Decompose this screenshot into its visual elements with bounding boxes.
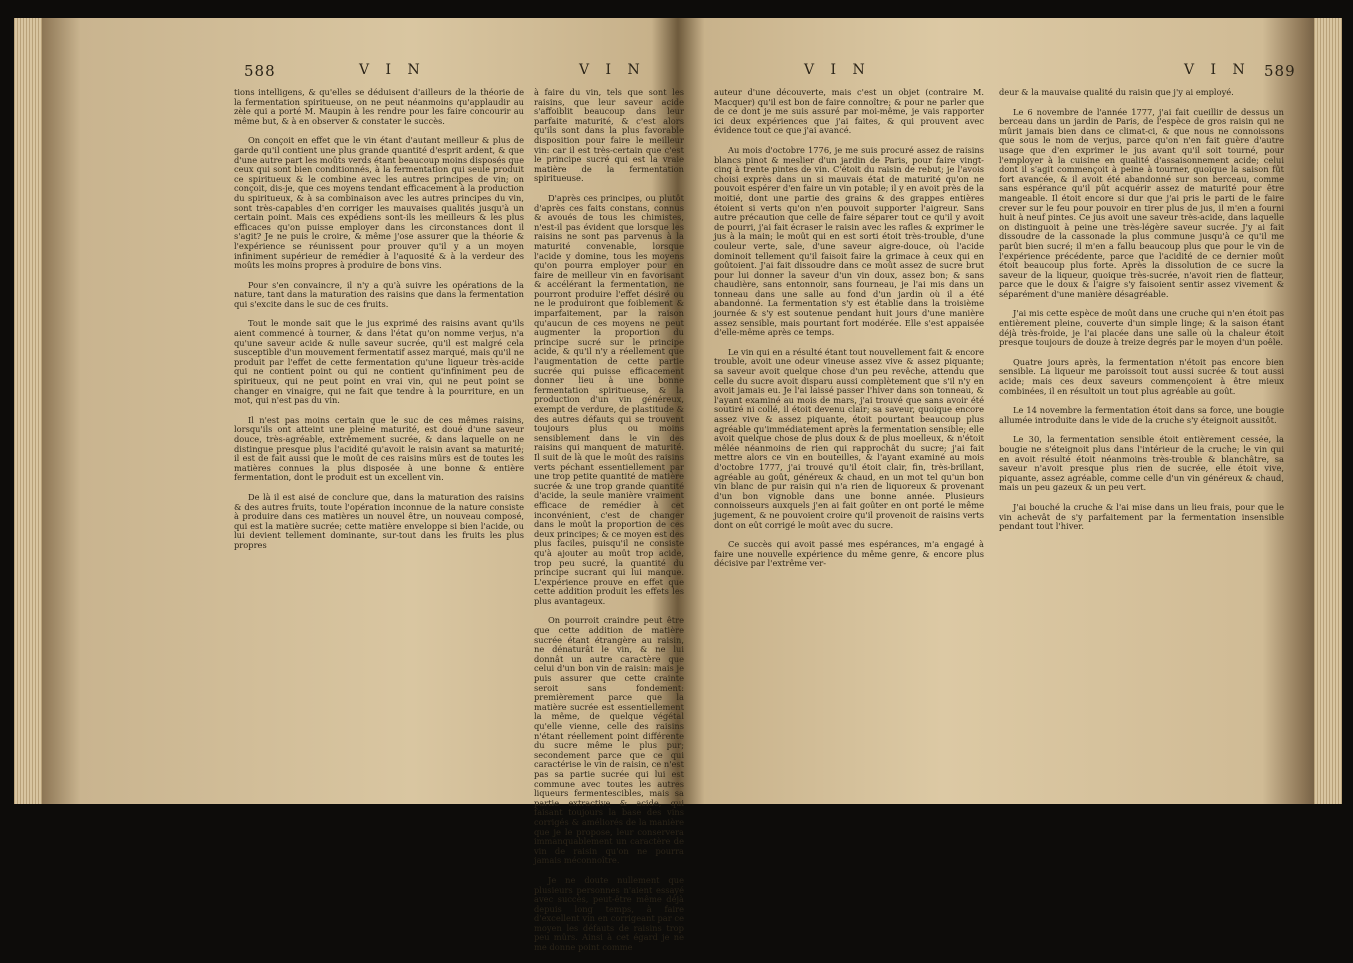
paragraph: De là il est aisé de conclure que, dans la maturation des raisins & des autres fruits, toute l'opération inconnue de la nature consiste à produire dans ces matières un nouvel être, un nouveau composé, qui est la matière sucrée; cette matière enveloppe si bien l'acide, ou lui devient tellement dominante, sur-tout dans les fruits les plus propres [234, 491, 524, 550]
paragraph: deur & la mauvaise qualité du raisin que j'y ai employé. [999, 87, 1234, 97]
paragraph: Il n'est pas moins certain que le suc de ces mêmes raisins, lorsqu'ils ont atteint une pleine maturité, est doué d'une saveur douce, très-agréable, extrêmement sucrée, & dans laquelle on ne distingue presque plus l'acidité qu'avoit le raisin avant sa maturité; il est de fait aussi que le moût de ces raisins mûrs est de toutes les matières connues la plus disposée à une bonne & entière fermentation, dont le produit est un excellent vin. [234, 414, 524, 483]
paragraph: Je ne doute nullement que plusieurs personnes n'aient essayé avec succès, peut-être même déjà depuis long temps, à faire d'excellent vin en corrigeant par ce moyen les défauts de raisins trop peu mûrs. Ainsi à cet égard je ne me donne point comme [534, 874, 684, 953]
paragraph: Quatre jours après, la fermentation n'étoit pas encore bien sensible. La liqueur me paroissoit tout aussi sucrée & tout aussi acide; mais ces deux saveurs commençoient à être mieux combinées, il en résultoit un tout plus agréable au goût. [999, 356, 1284, 396]
left-page-column-1 [234, 88, 524, 561]
paragraph: Tout le monde sait que le jus exprimé des raisins avant qu'ils aient commencé à tourner, & dans l'état qu'on nomme verjus, n'a qu'une saveur acide & nulle saveur sucrée, qu'il est malgré cela susceptible d'un mouvement fermentatif assez marqué, mais qu'il ne produit par l'effet de cette fermentation qu'une liqueur très-acide qui ne contient point ou qui ne contient qu'infiniment peu de spiritueux, qui ne peut point en vrai vin, qui ne peut point se changer en vinaigre, qui ne fait que tendre à la pourriture, en un mot, qui n'est pas du vin. [234, 318, 524, 406]
paragraph: D'après ces principes, ou plutôt d'après ces faits constans, connus & avoués de tous les chimistes, n'est-il pas évident que lorsque les raisins ne sont pas parvenus à la maturité convenable, lorsque l'acide y domine, tous les moyens qu'on pourra employer pour en faire de meilleur vin en favorisant & accélérant la fermentation, ne pourront produire l'effet désiré ou ne le produiront que foiblement & imparfaitement, par la raison qu'aucun de ces moyens ne peut augmenter la proportion du principe sucré sur le principe acide, & qu'il n'y a réellement que l'augmentation de cette partie sucrée qui puisse efficacement donner lieu à une bonne fermentation spiritueuse, & la production d'un vin généreux, exempt de verdure, de plastitude & des autres défauts qui se trouvent toujours plus ou moins sensiblement dans le vin des raisins qui manquent de maturité. Il suit de là que le moût des raisins verts péchant essentiellement par une trop petite quantité de matière sucrée & une trop grande quantité d'acide, la seule manière vraiment efficace de remédier à cet inconvénient, c'est de changer dans le moût la proportion de ces deux principes; & ce moyen est des plus faciles, puisqu'il ne consiste qu'à ajouter au moût trop acide, trop peu sucré, la quantité du principe sucrant qui lui manque. L'expérience prouve en effet que cette addition produit les effets les plus avantageux. [534, 192, 684, 606]
open-book [14, 18, 1342, 953]
paragraph: auteur d'une découverte, mais c'est un objet (contraire M. Macquer) qu'il est bon de faire connoître; & pour ne parler que de ce dont je me suis assuré par moi-même, je vais rapporter ici deux expériences que j'ai faites, & qui prouvent avec évidence tout ce que j'ai avancé. [714, 87, 984, 136]
right-running-head: V I N [804, 62, 871, 78]
left-page-column-2 [534, 88, 684, 963]
paragraph: On pourroit craindre peut être que cette addition de matière sucrée étant étrangère au raisin, ne dénaturât le vin, & ne lui donnât un autre caractère que celui d'un bon vin de raisin: mais je puis assurer que cette crainte seroit sans fondement: premièrement parce que la matière sucrée est essentiellement la même, de quelque végétal qu'elle vienne, celle des raisins n'étant réellement point différente du sucre même le plus pur; secondement parce que ce qui caractérise le vin de raisin, ce n'est pas sa partie sucrée qui lui est commune avec toutes les autres liqueurs fermentescibles, mais sa partie extractive & acide, qui faisant toujours la base des vins corrigés & améliorés de la manière que je le propose, leur conservera immanquablement un caractère de vin de raisin qu'on ne pourra jamais méconnoître. [534, 615, 684, 866]
right-page-number: 589 [1264, 62, 1296, 80]
paragraph: Le 30, la fermentation sensible étoit entièrement cessée, la bougie ne s'éteignoit plus dans l'intérieur de la cruche; le vin qui en avoit résulté étoit néanmoins très-trouble & blanchâtre, sa saveur n'avoit presque plus rien de sucrée, elle étoit vive, piquante, assez agréable, comme celle d'un vin généreux & chaud, mais un peu gazeux & un peu vert. [999, 434, 1284, 493]
right-running-head-2: V I N [1184, 62, 1251, 78]
left-running-head: V I N [359, 62, 426, 78]
right-page-column-2 [999, 88, 1284, 542]
paragraph: à faire du vin, tels que sont les raisins, que leur saveur acide s'affoiblit beaucoup dans leur parfaite maturité, & c'est alors qu'ils sont dans la plus favorable disposition pour faire le meilleur vin: car il est très-certain que c'est le principe sucré qui est la vraie matière de la fermentation spiritueuse. [534, 87, 684, 184]
right-page [704, 18, 1344, 804]
paragraph: Au mois d'octobre 1776, je me suis procuré assez de raisins blancs pinot & meslier d'un jardin de Paris, pour faire vingt-cinq à trente pintes de vin. C'étoit du raisin de rebut; je l'avois choisi exprès dans un si mauvais état de maturité qu'on ne pouvoit espérer d'en faire un vin potable; il y en avoit près de la moitié, dont une partie des grains & des grappes entières étoient si verts qu'on n'en pouvoit supporter l'aigreur. Sans autre précaution que celle de faire séparer tout ce qu'il y avoit de pourri, j'ai fait écraser le raisin avec les rafles & exprimer le jus à la main; le moût qui en est sorti étoit très-trouble, d'une couleur verte, sale, d'une saveur aigre-douce, où l'acide dominoit tellement qu'il faisoit faire la grimace à ceux qui en goûtoient. J'ai fait dissoudre dans ce moût assez de sucre brut pour lui donner la saveur d'un vin doux, assez bon; & sans chaudière, sans entonnoir, sans fourneau, je l'ai mis dans un tonneau dans une salle au fond d'un jardin où il a été abandonné. La fermentation s'y est établie dans la troisième journée & s'y est soutenue pendant huit jours d'une manière assez sensible, mais pourtant fort modérée. Elle s'est appaisée d'elle-même après ce temps. [714, 144, 984, 338]
left-page [34, 18, 684, 953]
left-page-number: 588 [244, 62, 276, 80]
paragraph: Le vin qui en a résulté étant tout nouvellement fait & encore trouble, avoit une odeur vineuse assez vive & assez piquante; sa saveur avoit quelque chose d'un peu revêche, attendu que celle du sucre avoit disparu aussi complètement que s'il n'y en avoit jamais eu. Je l'ai laissé passer l'hiver dans son tonneau, & l'ayant examiné au mois de mars, j'ai trouvé que sans avoir été soutiré ni collé, il étoit devenu clair; sa saveur, quoique encore assez vive & assez piquante, étoit pourtant beaucoup plus agréable qu'immédiatement après la fermentation sensible; elle avoit quelque chose de plus doux & de plus moelleux, & n'étoit mêlée néanmoins de rien qui rapprochât du sucre; j'ai fait mettre alors ce vin en bouteilles, & l'ayant examiné au mois d'octobre 1777, j'ai trouvé qu'il étoit clair, fin, très-brillant, agréable au goût, généreux & chaud, en un mot tel qu'un bon vin blanc de pur raisin qui n'a rien de liquoreux & provenant d'un bon vignoble dans une bonne année. Plusieurs connoisseurs auxquels j'en ai fait goûter en ont porté le même jugement, & ne pouvoient croire qu'il provenoit de raisins verts dont on eût corrigé le moût avec du sucre. [714, 346, 984, 530]
paragraph: J'ai mis cette espèce de moût dans une cruche qui n'en étoit pas entièrement pleine, couverte d'un simple linge; & la saison étant déjà très-froide, je l'ai placée dans une salle où la chaleur étoit presque toujours de douze à treize degrés par le moyen d'un poêle. [999, 308, 1284, 348]
left-running-head-2: V I N [579, 62, 646, 78]
paragraph: J'ai bouché la cruche & l'ai mise dans un lieu frais, pour que le vin achevât de s'y parfaitement par la fermentation insensible pendant tout l'hiver. [999, 501, 1284, 532]
paragraph: tions intelligens, & qu'elles se déduisent d'ailleurs de la théorie de la fermentation spiritueuse, on ne peut néanmoins qu'applaudir au zèle qui a porté M. Maupin à les rendre pour les faire concourir au même but, & à en observer & constater le succès. [234, 87, 524, 126]
paragraph: On conçoit en effet que le vin étant d'autant meilleur & plus de garde qu'il contient une plus grande quantité d'esprit ardent, & que d'une autre part les moûts verds étant beaucoup moins disposés que ceux qui sont bien conditionnés, à la fermentation qui seule produit ce spiritueux & le combine avec les autres principes de vin; on conçoit, dis-je, que ces moyens tendant efficacement à la production du spiritueux, & à sa combinaison avec les autres principes du vin, sont très-capables d'en corriger les mauvaises qualités jusqu'à un certain point. Mais ces expédiens sont-ils les meilleurs & les plus efficaces qu'on puisse employer dans les circonstances dont il s'agit? Je ne puis le croire, & même j'ose assurer que la théorie & l'expérience se réunissent pour prouver qu'il y a un moyen infiniment supérieur de remédier à l'aquosité & à la verdeur des moûts les moins propres à produire de bons vins. [234, 135, 524, 271]
paragraph: Le 6 novembre de l'année 1777, j'ai fait cueillir de dessus un berceau dans un jardin de Paris, de l'espèce de gros raisin qui ne mûrit jamais bien dans ce climat-ci, & que nous ne connoissons que sous le nom de verjus, parce qu'on n'en fait guère d'autre usage que d'en exprimer le jus avant qu'il soit tourné, pour l'employer à la cuisine en qualité d'assaisonnement acide; celui dont il s'agit commençoit à peine à tourner, quoique la saison fût fort avancée, & il avoit été abandonné sur son berceau, comme sans espérance qu'il pût acquérir assez de maturité pour être mangeable. Il étoit encore si dur que j'ai pris le parti de le faire crever sur le feu pour pouvoir en tirer plus de jus, il m'en a fourni huit à neuf pintes. Ce jus avoit une saveur très-acide, dans laquelle on distinguoit à peine une très-légère saveur sucrée. J'y ai fait dissoudre de la cassonade la plus commune jusqu'à ce qu'il me parût bien sucré; il m'en a fallu beaucoup plus que pour le vin de l'expérience précédente, parce que l'acidité de ce dernier moût étoit beaucoup plus forte. Après la dissolution de ce sucre la saveur de la liqueur, quoique très-sucrée, n'avoit rien de flatteur, parce que le doux & l'aigre s'y faisoient sentir assez vivement & séparément d'une manière désagréable. [999, 106, 1284, 299]
paragraph: Ce succès qui avoit passé mes espérances, m'a engagé à faire une nouvelle expérience du même genre, & encore plus décisive par l'extrême ver- [714, 539, 984, 569]
paragraph: Le 14 novembre la fermentation étoit dans sa force, une bougie allumée introduite dans le vide de la cruche s'y éteignoit aussitôt. [999, 405, 1284, 425]
paragraph: Pour s'en convaincre, il n'y a qu'à suivre les opérations de la nature, tant dans la maturation des raisins que dans la fermentation qui s'excite dans le suc de ces fruits. [234, 279, 524, 309]
right-page-column-1 [714, 88, 984, 579]
